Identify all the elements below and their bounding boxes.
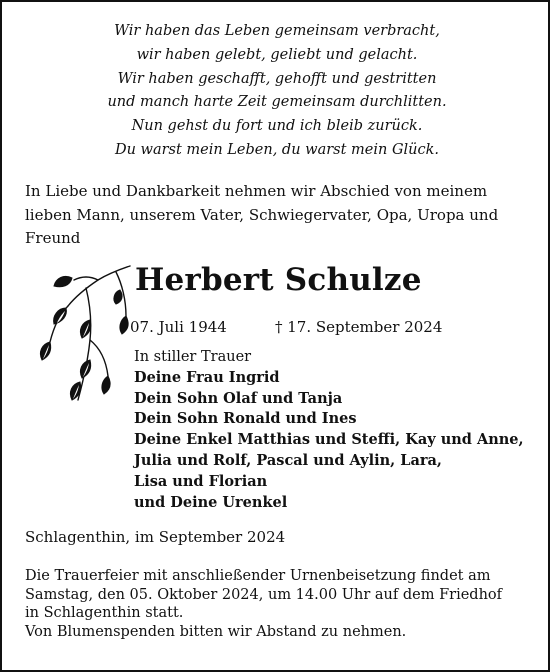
intro-line: In Liebe und Dankbarkeit nehmen wir Abschied von meinem bbox=[25, 182, 488, 200]
poem-line: Wir haben geschafft, gehofft und gestritten bbox=[117, 70, 437, 87]
intro-text bbox=[25, 180, 531, 251]
mourners-block bbox=[134, 347, 524, 513]
mourner-line: und Deine Urenkel bbox=[134, 493, 288, 511]
funeral-line: in Schlagenthin statt. bbox=[25, 605, 184, 622]
poem bbox=[2, 20, 550, 163]
intro-line: lieben Mann, unserem Vater, Schwiegervater, Opa, Uropa und bbox=[25, 205, 499, 224]
poem-line: wir haben gelebt, geliebt und gelacht. bbox=[136, 46, 418, 63]
mourner-line: Deine Frau Ingrid bbox=[134, 368, 280, 386]
mourner-line: Deine Enkel Matthias und Steffi, Kay und Anne, bbox=[134, 431, 524, 449]
poem-line: und manch harte Zeit gemeinsam durchlitten. bbox=[107, 94, 447, 111]
deceased-name: Herbert Schulze bbox=[135, 262, 422, 298]
mourners-heading: In stiller Trauer bbox=[134, 349, 252, 365]
death-date: † 17. September 2024 bbox=[275, 318, 443, 336]
mourner-line: Dein Sohn Olaf und Tanja bbox=[134, 389, 343, 407]
intro-line: Freund bbox=[25, 229, 81, 247]
place-date: Schlagenthin, im September 2024 bbox=[25, 528, 286, 546]
funeral-notice bbox=[25, 567, 502, 642]
funeral-line: Samstag, den 05. Oktober 2024, um 14.00 Uhr auf dem Friedhof bbox=[25, 586, 502, 603]
poem-line: Nun gehst du fort und ich bleib zurück. bbox=[131, 118, 423, 135]
leafy-branch-icon bbox=[30, 264, 140, 416]
poem-line: Wir haben das Leben gemeinsam verbracht, bbox=[114, 23, 440, 39]
funeral-line: Von Blumenspenden bitten wir Abstand zu nehmen. bbox=[25, 624, 407, 641]
mourner-line: Dein Sohn Ronald und Ines bbox=[134, 410, 357, 428]
poem-line: Du warst mein Leben, du warst mein Glück. bbox=[114, 141, 440, 158]
mourner-line: Julia und Rolf, Pascal und Aylin, Lara, bbox=[134, 451, 442, 469]
funeral-line: Die Trauerfeier mit anschließender Urnenbeisetzung findet am bbox=[25, 568, 491, 584]
birth-date: 07. Juli 1944 bbox=[130, 318, 227, 336]
mourner-line: Lisa und Florian bbox=[134, 472, 268, 490]
